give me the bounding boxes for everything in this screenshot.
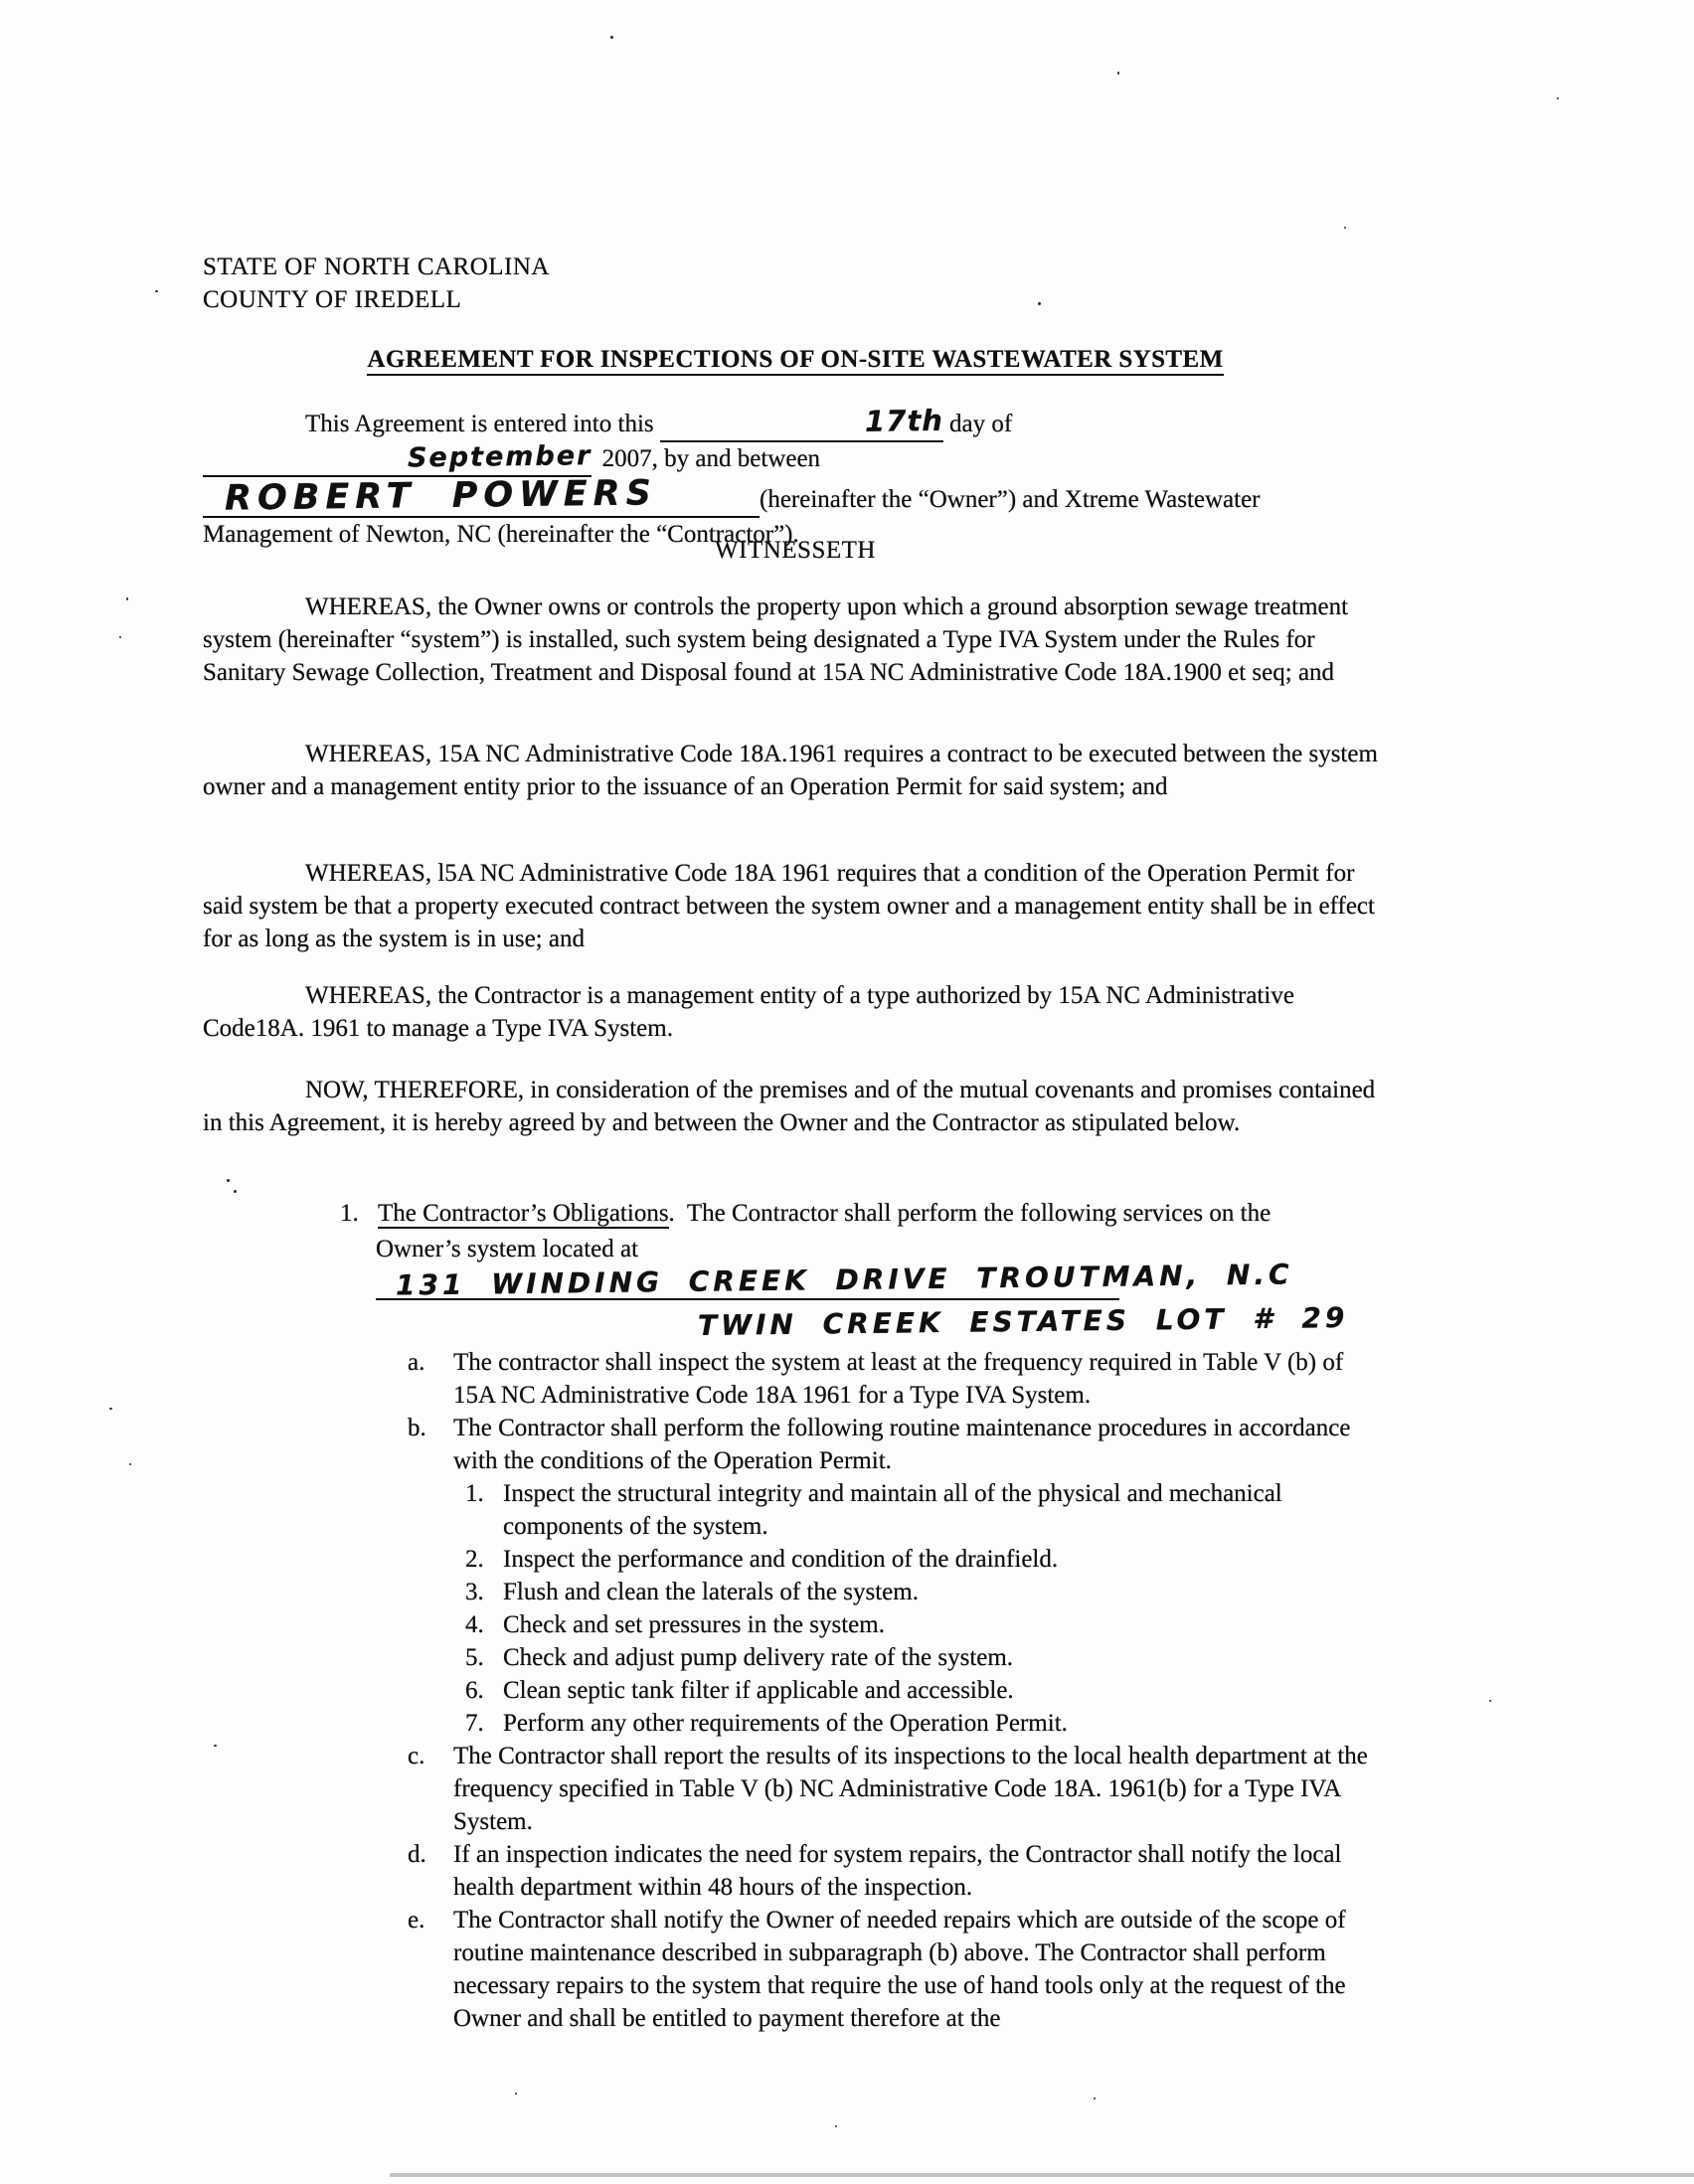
maintenance-step-3 <box>465 1576 1388 1608</box>
item-c-label: c. <box>408 1743 425 1769</box>
item-d-text: If an inspection indicates the need for system repairs, the Contractor shall notify the local health department within 48 hours of the inspection. <box>453 1841 1348 1901</box>
whereas-paragraph-2: WHEREAS, 15A NC Administrative Code 18A.1961 requires a contract to be executed between the system owner and a management entity prior to the issuance of an Operation Permit for said system; and <box>203 741 1385 800</box>
handwritten-day: 17th <box>864 403 943 438</box>
handwritten-owner-name: ROBERT POWERS <box>224 473 658 519</box>
month-blank <box>203 442 592 477</box>
owner-name-blank <box>203 473 760 519</box>
handwritten-address-line1: 131 WINDING CREEK DRIVE TROUTMAN, N.C <box>395 1258 1293 1302</box>
maintenance-step-7 <box>465 1707 1388 1740</box>
address-blank <box>376 1258 1293 1302</box>
section1-address-line2 <box>697 1301 1388 1342</box>
step-3-text: Flush and clean the laterals of the system. <box>503 1579 919 1605</box>
scan-speck <box>119 636 121 638</box>
maintenance-step-2 <box>465 1543 1388 1576</box>
scan-speck <box>1344 227 1346 229</box>
scan-speck <box>234 1190 237 1193</box>
obligation-item-c <box>408 1740 1388 1838</box>
maintenance-step-5 <box>465 1641 1388 1674</box>
item-b-text: The Contractor shall perform the following routine maintenance procedures in accordance with the conditions of the Operation Permit. <box>453 1415 1357 1474</box>
section1-location-line <box>376 1233 1388 1300</box>
item-e-label: e. <box>408 1907 425 1933</box>
scan-speck <box>1489 1700 1491 1702</box>
title-row <box>203 343 1388 376</box>
section1-number: 1. <box>340 1200 359 1227</box>
intro-line1-mid: day of <box>942 411 1019 437</box>
intro-line1-post: 2007, by and between <box>595 445 821 472</box>
obligation-item-e <box>408 1904 1388 2035</box>
now-therefore-paragraph: NOW, THEREFORE, in consideration of the premises and of the mutual covenants and promises contained in this Agreement, it is hereby agreed by and between the Owner and the Contractor as stipulated below. <box>203 1077 1382 1136</box>
intro-line-2 <box>203 473 1388 519</box>
location-label: Owner’s system located at <box>376 1236 645 1262</box>
step-5-text: Check and adjust pump delivery rate of the system. <box>503 1644 1014 1671</box>
item-a-text: The contractor shall inspect the system at least at the frequency required in Table V (b) of 15A NC Administrative Code 18A 1961 for a Type IVA System. <box>453 1349 1350 1409</box>
section1-heading: The Contractor’s Obligations <box>378 1200 669 1227</box>
page-title: AGREEMENT FOR INSPECTIONS OF ON-SITE WASTEWATER SYSTEM <box>367 346 1223 376</box>
handwritten-month: September <box>407 440 593 474</box>
step-7-text: Perform any other requirements of the Operation Permit. <box>503 1710 1068 1737</box>
obligation-item-b <box>408 1412 1388 1477</box>
step-1-label: 1. <box>465 1480 484 1507</box>
scan-speck <box>129 1463 131 1465</box>
scan-speck <box>1557 97 1559 99</box>
handwritten-address-line2: TWIN CREEK ESTATES LOT # 29 <box>697 1301 1349 1342</box>
header-county-line: COUNTY OF IREDELL <box>203 286 462 313</box>
scan-speck <box>1038 302 1041 305</box>
obligation-item-a <box>408 1346 1388 1412</box>
scan-speck <box>227 1179 230 1182</box>
section1-lead-rest: . The Contractor shall perform the following services on the <box>668 1200 1271 1227</box>
scan-speck <box>214 1745 217 1747</box>
scan-speck <box>835 2125 837 2127</box>
whereas-paragraph-1: WHEREAS, the Owner owns or controls the property upon which a ground absorption sewage treatment system (hereinafter “system”) is installed, such system being designated a Type IVA System under the Rules for Sanitary Sewage Collection, Treatment and Disposal found at 15A NC Administrative Code 18A.1900 et seq; and <box>203 593 1355 686</box>
section1-lead-line <box>340 1197 1388 1230</box>
item-b-label: b. <box>408 1415 426 1441</box>
intro-paragraph <box>203 403 1388 551</box>
header-state-line: STATE OF NORTH CAROLINA <box>203 253 550 280</box>
maintenance-step-1 <box>465 1477 1388 1543</box>
scan-speck <box>1117 72 1119 75</box>
item-d-label: d. <box>408 1841 426 1868</box>
section-1 <box>203 1197 1388 2035</box>
scan-speck <box>126 597 128 600</box>
whereas-paragraph-4: WHEREAS, the Contractor is a management entity of a type authorized by 15A NC Administrative Code18A. 1961 to manage a Type IVA System. <box>203 982 1301 1042</box>
maintenance-step-4 <box>465 1608 1388 1641</box>
day-blank <box>660 403 943 442</box>
document-header <box>203 251 1388 316</box>
intro-line1-pre: This Agreement is entered into this <box>305 411 660 437</box>
obligation-item-d <box>408 1838 1388 1904</box>
intro-line-3: Management of Newton, NC (hereinafter the “Contractor”). <box>203 521 799 548</box>
step-4-label: 4. <box>465 1611 484 1638</box>
scan-speck <box>610 36 613 39</box>
scanner-edge-line <box>390 2173 1694 2177</box>
step-2-label: 2. <box>465 1546 484 1573</box>
step-1-text: Inspect the structural integrity and maintain all of the physical and mechanical components of the system. <box>503 1480 1289 1540</box>
intro-line-1 <box>203 403 1388 477</box>
intro-line2-rest: (hereinafter the “Owner”) and Xtreme Wastewater <box>760 486 1261 513</box>
step-7-label: 7. <box>465 1710 484 1737</box>
step-6-label: 6. <box>465 1677 484 1704</box>
step-3-label: 3. <box>465 1579 484 1605</box>
maintenance-step-6 <box>465 1674 1388 1707</box>
step-4-text: Check and set pressures in the system. <box>503 1611 885 1638</box>
step-2-text: Inspect the performance and condition of the drainfield. <box>503 1546 1059 1573</box>
item-a-label: a. <box>408 1349 425 1376</box>
scan-speck <box>515 2093 517 2095</box>
whereas-paragraph-3: WHEREAS, l5A NC Administrative Code 18A 1961 requires that a condition of the Operation Permit for said system be that a property executed contract between the system owner and a management entity shall be in effect for as long as the system is in use; and <box>203 860 1382 952</box>
step-6-text: Clean septic tank filter if applicable and accessible. <box>503 1677 1014 1704</box>
item-e-text: The Contractor shall notify the Owner of needed repairs which are outside of the scope of routine maintenance described in subparagraph (b) above. The Contractor shall perform necessary repairs to the system that require the use of hand tools only at the request of the Owner and shall be entitled to payment therefore at the <box>453 1907 1352 2032</box>
witnesseth-heading: WITNESSETH <box>715 537 876 564</box>
scan-speck <box>109 1408 112 1410</box>
item-c-text: The Contractor shall report the results of its inspections to the local health department at the frequency specified in Table V (b) NC Administrative Code 18A. 1961(b) for a Type IVA System. <box>453 1743 1375 1835</box>
scan-speck <box>155 290 158 292</box>
scan-speck <box>1094 2098 1096 2100</box>
step-5-label: 5. <box>465 1644 484 1671</box>
